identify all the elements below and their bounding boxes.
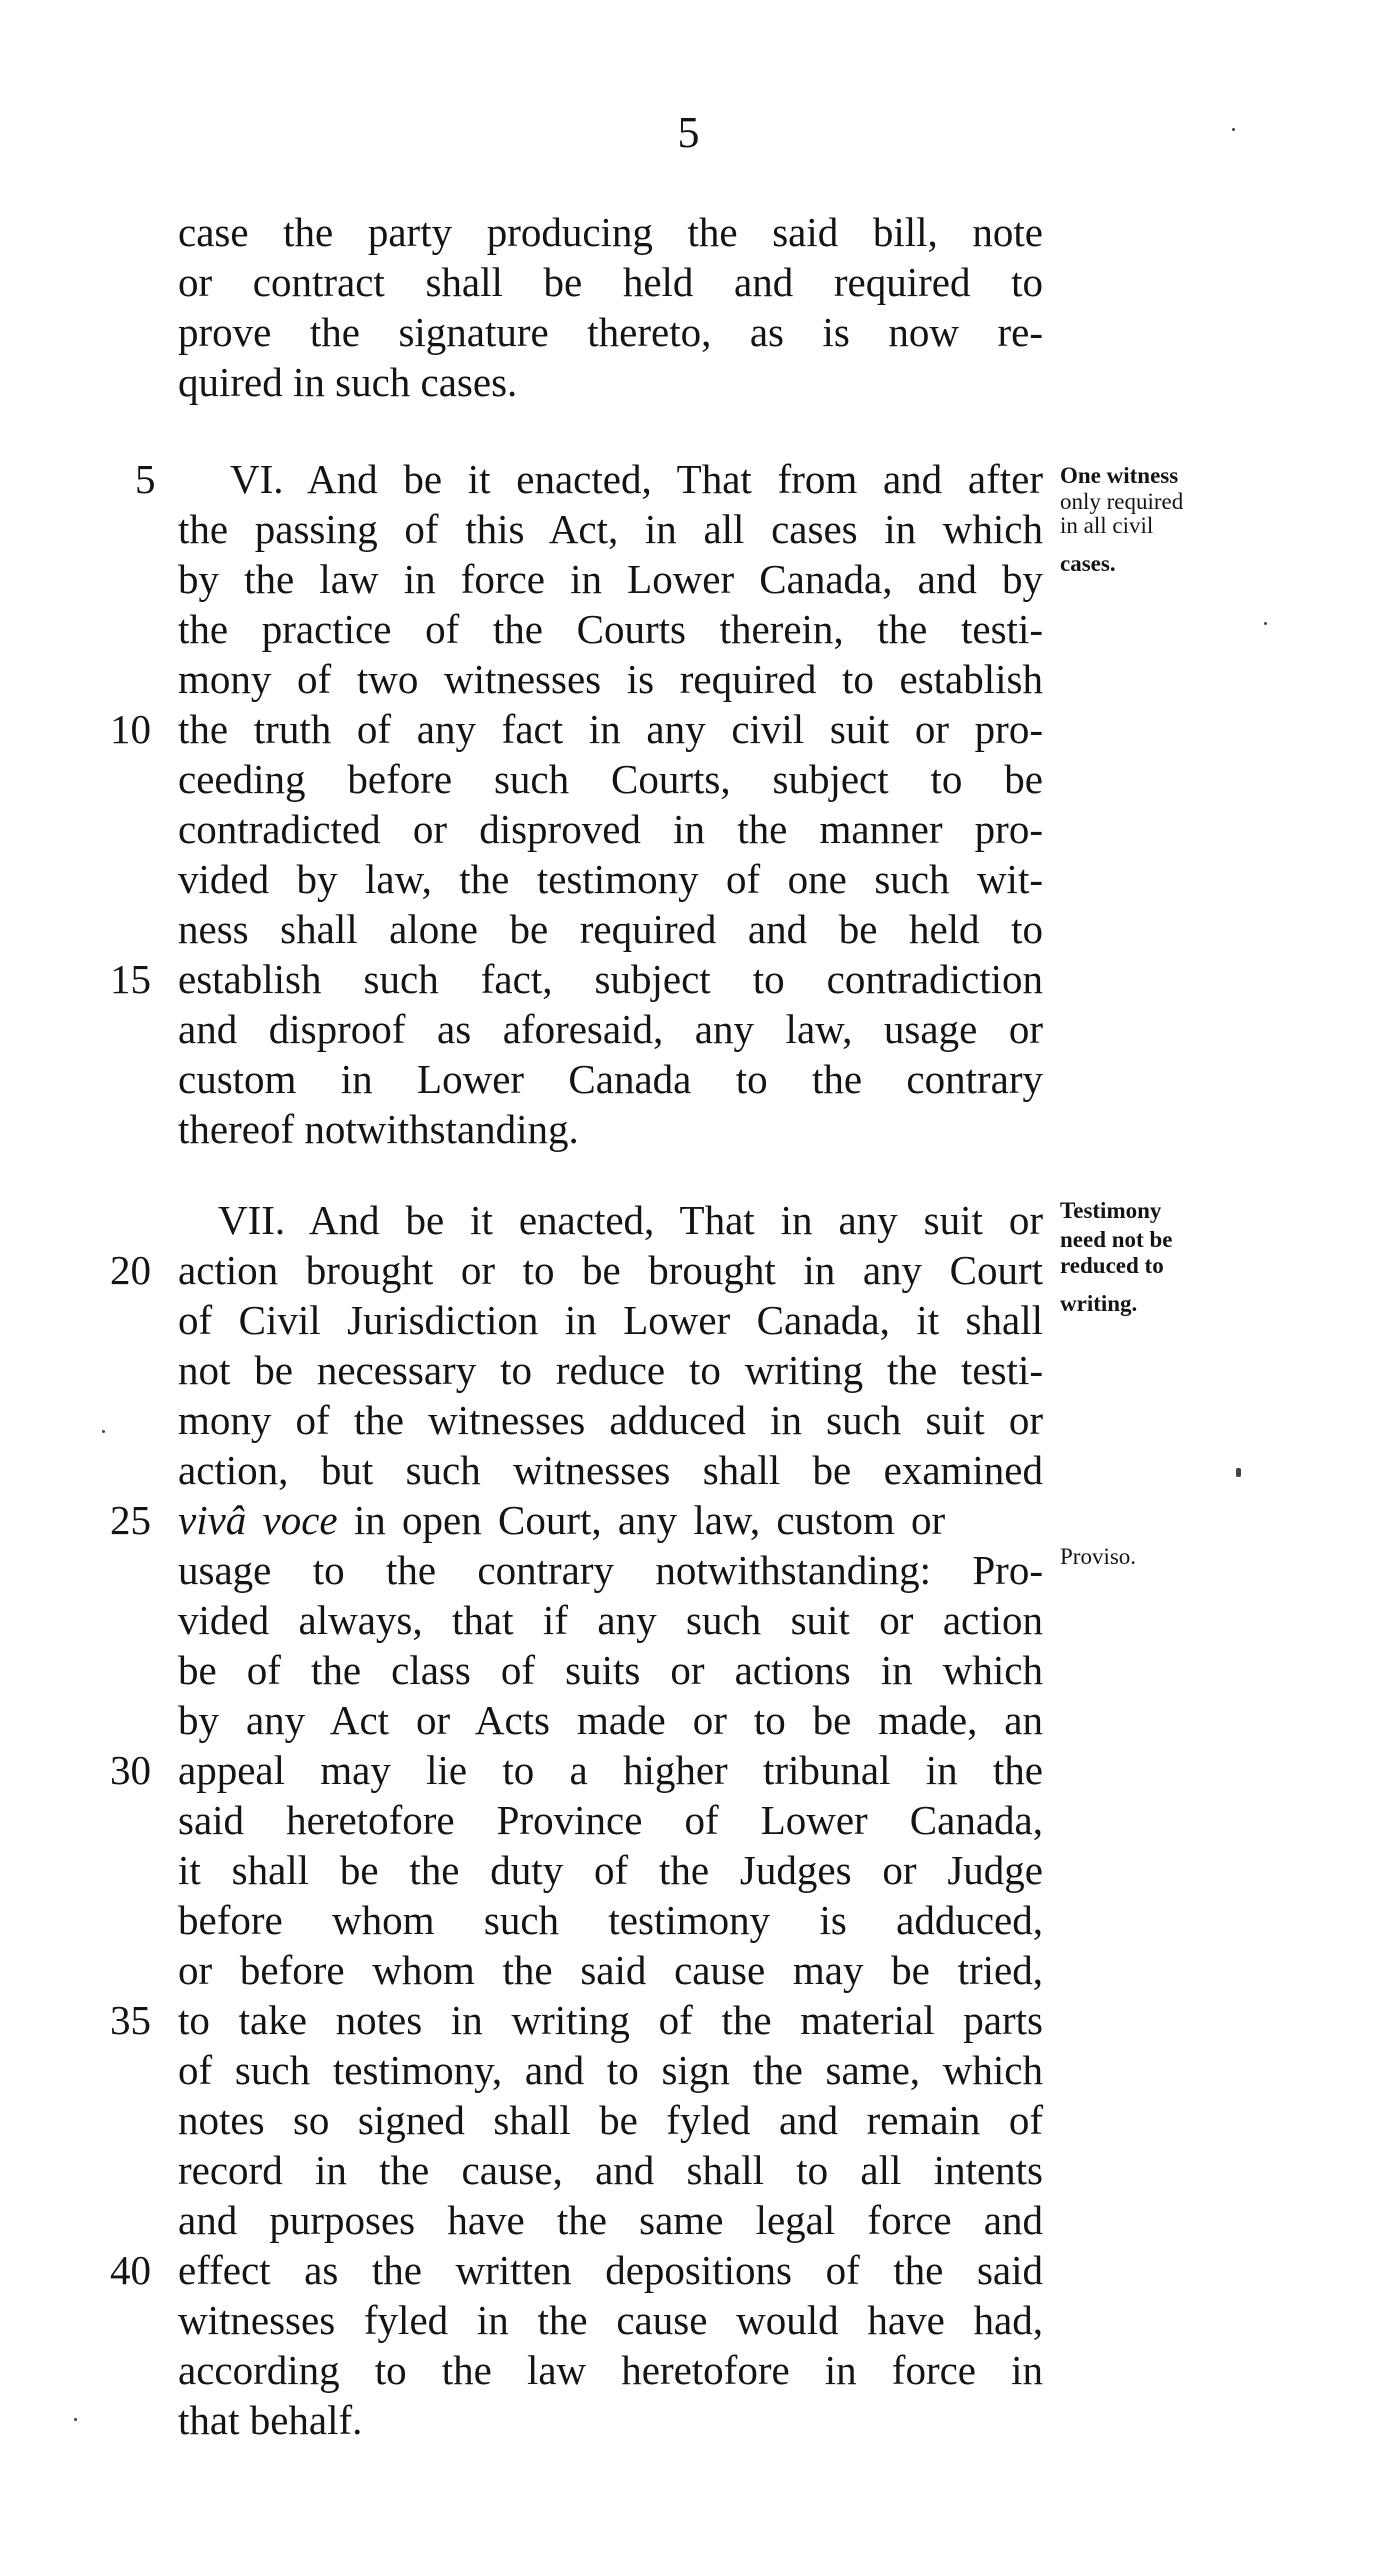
text-line: VI. And be it enacted, That from and after: [230, 456, 1043, 502]
text-line: of such testimony, and to sign the same, which: [178, 2047, 1043, 2093]
text-line: thereof notwithstanding.: [178, 1106, 579, 1152]
text-line: record in the cause, and shall to all intents: [178, 2147, 1043, 2193]
text-line: prove the signature thereto, as is now re-: [178, 309, 1043, 355]
text-line: by the law in force in Lower Canada, and by: [178, 556, 1043, 602]
line-number: 20: [110, 1247, 151, 1293]
text-line: it shall be the duty of the Judges or Judge: [178, 1847, 1043, 1893]
print-speck: [1232, 128, 1235, 131]
margin-note-line: need not be: [1060, 1227, 1173, 1252]
text-line: action brought or to be brought in any Court: [178, 1247, 1043, 1293]
text-line: to take notes in writing of the material parts: [178, 1997, 1043, 2043]
line-number: 30: [110, 1747, 151, 1793]
line-number: 10: [110, 706, 151, 752]
text-line: mony of the witnesses adduced in such suit or: [178, 1397, 1043, 1443]
margin-note-line: writing.: [1060, 1291, 1138, 1316]
text-line: the truth of any fact in any civil suit or pro-: [178, 706, 1043, 752]
text-line: vided by law, the testimony of one such wit-: [178, 856, 1043, 902]
text-line: VII. And be it enacted, That in any suit or: [218, 1197, 1043, 1243]
text-line: ness shall alone be required and be held to: [178, 906, 1043, 952]
text-line: not be necessary to reduce to writing the testi-: [178, 1347, 1043, 1393]
text-line-rest: in open Court, any law, custom or: [337, 1497, 946, 1543]
line-number: 5: [135, 456, 156, 502]
text-line: establish such fact, subject to contradiction: [178, 956, 1043, 1002]
text-line: or contract shall be held and required to: [178, 259, 1043, 305]
print-speck: [102, 1430, 105, 1433]
line-number: 15: [110, 956, 151, 1002]
text-line: custom in Lower Canada to the contrary: [178, 1056, 1043, 1102]
margin-note-line: Testimony: [1060, 1198, 1162, 1223]
page-number: 5: [677, 108, 700, 157]
text-line: according to the law heretofore in force in: [178, 2347, 1043, 2393]
line-number: 25: [110, 1497, 151, 1543]
text-line: contradicted or disproved in the manner pro-: [178, 806, 1043, 852]
text-line: said heretofore Province of Lower Canada,: [178, 1797, 1043, 1843]
print-speck: [74, 2418, 77, 2421]
text-line: ceeding before such Courts, subject to be: [178, 756, 1043, 802]
margin-note-line: in all civil: [1060, 513, 1154, 538]
text-line: and disproof as aforesaid, any law, usage or: [178, 1006, 1043, 1052]
text-line: mony of two witnesses is required to establish: [178, 656, 1043, 702]
text-line: before whom such testimony is adduced,: [178, 1897, 1043, 1943]
text-line: appeal may lie to a higher tribunal in the: [178, 1747, 1043, 1793]
line-number: 40: [110, 2247, 151, 2293]
text-line: and purposes have the same legal force and: [178, 2197, 1043, 2243]
text-line: effect as the written depositions of the said: [178, 2247, 1043, 2293]
text-line: the passing of this Act, in all cases in which: [178, 506, 1043, 552]
margin-note-line: cases.: [1060, 551, 1116, 576]
text-line: quired in such cases.: [178, 359, 518, 405]
text-line: by any Act or Acts made or to be made, an: [178, 1697, 1043, 1743]
text-line: or before whom the said cause may be tried,: [178, 1947, 1043, 1993]
text-line: the practice of the Courts therein, the testi-: [178, 606, 1043, 652]
text-line: usage to the contrary notwithstanding: Pro-: [178, 1547, 1043, 1593]
line-number: 35: [110, 1997, 151, 2043]
text-line: action, but such witnesses shall be examined: [178, 1447, 1043, 1493]
italic-phrase: vivâ voce: [178, 1497, 338, 1543]
text-line: case the party producing the said bill, note: [178, 209, 1043, 255]
text-line: notes so signed shall be fyled and remain of: [178, 2097, 1043, 2143]
print-speck: [1236, 1468, 1241, 1477]
text-line: [178, 1495, 1043, 1545]
margin-note-line: only required: [1060, 489, 1184, 514]
margin-note-line: One witness: [1060, 463, 1179, 488]
margin-note-line: Proviso.: [1060, 1544, 1137, 1569]
margin-note-line: reduced to: [1060, 1253, 1164, 1278]
text-line: of Civil Jurisdiction in Lower Canada, it shall: [178, 1297, 1043, 1343]
text-line: vided always, that if any such suit or action: [178, 1597, 1043, 1643]
text-line: that behalf.: [178, 2397, 363, 2443]
text-line: witnesses fyled in the cause would have had,: [178, 2297, 1043, 2343]
print-speck: [1264, 622, 1267, 625]
text-line: be of the class of suits or actions in which: [178, 1647, 1043, 1693]
